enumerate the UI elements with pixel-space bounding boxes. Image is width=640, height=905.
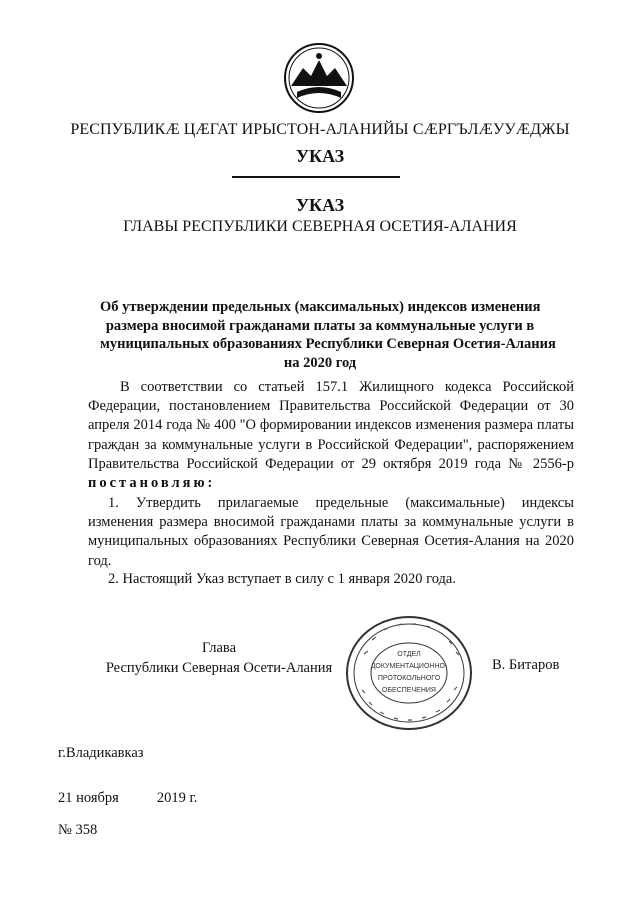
coat-of-arms-emblem [283, 42, 355, 114]
decree-title [100, 298, 556, 372]
city-line: г.Владикавказ [58, 745, 144, 761]
date-day-month: 21 ноября [58, 790, 119, 806]
signatory-title [100, 638, 338, 678]
signatory-title-line: Республики Северная Осети-Алания [105, 660, 333, 676]
decree-number: № 358 [58, 822, 98, 838]
decree-title-line: размера вносимой гражданами платы за коммунальные услуги в [105, 317, 535, 334]
seal-center-line: ОТДЕЛ [397, 651, 421, 658]
head-of-republic-line: ГЛАВЫ РЕСПУБЛИКИ СЕВЕРНАЯ ОСЕТИЯ-АЛАНИЯ [123, 218, 517, 235]
decree-item-1: 1. Утвердить прилагаемые предельные (максимальные) индексы изменения размера вносимой гражданами платы за коммунальные услуги в муниципальных образованиях Республики Северная Осетия-Алания на 2020 год. [88, 495, 574, 569]
seal-center-line: ОБЕСПЕЧЕНИЯ [382, 687, 436, 694]
preamble-text: В соответствии со статьей 157.1 Жилищного кодекса Российской Федерации, постановлением Правительства Российской Федерации от 30 апреля 2014 года № 400 "О формировании индексов изменения размера платы граждан за коммунальные услуги в Российской Федерации", распоряжением Правительства Российской Федерации от 29 октября 2019 года № 2556-р [88, 379, 574, 472]
decree-word: постановляю: [88, 475, 216, 492]
decree-title-line: на 2020 год [283, 354, 357, 371]
decree-item-2: 2. Настоящий Указ вступает в силу с 1 января 2020 года. [108, 571, 456, 587]
ukaz-title-russian: УКАЗ [295, 195, 345, 215]
signatory-title-line: Глава [201, 640, 237, 656]
preamble-paragraph [88, 378, 574, 493]
header-divider [232, 176, 400, 178]
date-year: 2019 г. [156, 790, 198, 806]
ukaz-title-ossetian: УКАЗ [295, 146, 345, 166]
seal-center-line: ПРОТОКОЛЬНОГО [377, 675, 441, 682]
signatory-name: В. Битаров [492, 657, 560, 673]
seal-center-line: ДОКУМЕНТАЦИОННО- [370, 663, 448, 670]
republic-header-ossetian: РЕСПУБЛИКӔ ЦӔГАТ ИРЫСТОН-АЛАНИЙЫ СӔРГЪЛӔУУӔДЖЫ [70, 121, 570, 138]
decree-title-line: Об утверждении предельных (максимальных) индексов изменения [100, 299, 541, 315]
official-seal-stamp [344, 614, 474, 732]
decree-title-line: муниципальных образованиях Республики Северная Осетия-Алания [100, 336, 556, 352]
date-line [58, 790, 197, 807]
